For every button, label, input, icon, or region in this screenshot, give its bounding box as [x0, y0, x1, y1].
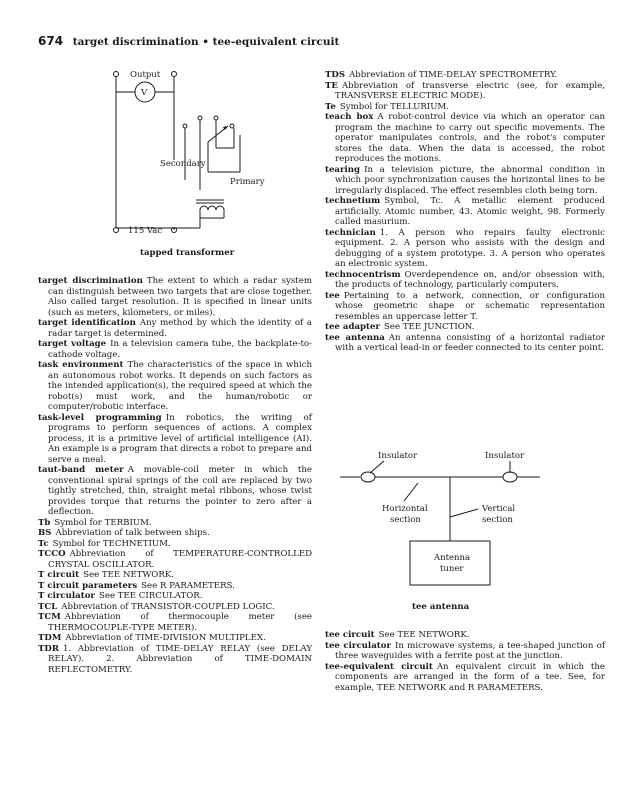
dictionary-entry — [38, 570, 312, 581]
dictionary-entry — [325, 333, 605, 354]
entry-definition: See TEE JUNCTION. — [384, 322, 475, 332]
tee-antenna-diagram — [340, 445, 600, 595]
dictionary-entry — [38, 528, 312, 539]
entry-term: tee-equivalent circuit — [325, 661, 433, 672]
running-title: target discrimination • tee-equivalent circuit — [72, 36, 340, 48]
dictionary-entry — [38, 276, 312, 318]
insulator-right-label: Insulator — [485, 451, 525, 461]
entry-definition: Any method by which the identity of a radar target is determined. — [48, 318, 312, 339]
dictionary-entry — [38, 318, 312, 339]
vertical-label: Vertical — [482, 504, 516, 514]
supply-label: 115 Vac — [128, 226, 163, 236]
entry-definition: The characteristics of the space in which an autonomous robot works. It depends on such factors as the intended application(s), the required speed at which the robot(s) must work, and the human/robotic or computer/robotic interface. — [48, 360, 312, 412]
horizontal-label-2: section — [390, 515, 421, 525]
entry-definition: Symbol for TERBIUM. — [54, 517, 152, 528]
dictionary-entry — [38, 549, 312, 570]
entry-term: T circulator — [38, 591, 95, 601]
dictionary-entry — [38, 602, 312, 613]
entry-definition: Abbreviation of TEMPERATURE-CONTROLLED CRYSTAL OSCILLATOR. — [48, 549, 312, 570]
entry-term: T circuit parameters — [38, 580, 138, 591]
secondary-label: Secondary — [160, 159, 206, 169]
running-header — [38, 34, 339, 48]
entry-term: tearing — [325, 164, 361, 175]
entry-definition: See TEE CIRCULATOR. — [98, 591, 203, 601]
entry-term: tee — [325, 290, 340, 301]
dictionary-entry — [38, 465, 312, 518]
entry-term: tee antenna — [325, 332, 385, 343]
entry-term: T circuit — [38, 570, 80, 580]
entry-term: Tb — [38, 517, 51, 528]
entry-term: BS — [38, 528, 52, 538]
dictionary-entry — [325, 322, 605, 333]
entry-definition: An antenna consisting of a horizontal radiator with a vertical lead-in or feeder connected to its center point. — [335, 332, 606, 353]
dictionary-entry — [325, 630, 605, 641]
entry-definition: In a television camera tube, the backplate-to-cathode voltage. — [48, 339, 312, 360]
tuner-label-2: tuner — [440, 564, 464, 574]
dictionary-entry — [325, 112, 605, 165]
entry-definition: Abbreviation of TRANSISTOR-COUPLED LOGIC. — [61, 601, 275, 612]
entry-definition: Pertaining to a network, connection, or configuration whose geometric shape or schematic representation resembles an uppercase letter T. — [335, 290, 605, 322]
dictionary-entry — [38, 644, 312, 676]
entry-definition: Overdependence on, and/or obsession with, the products of technology, particularly computers. — [335, 269, 605, 290]
entry-term: Te — [325, 101, 336, 112]
entry-definition: In a television picture, the abnormal condition in which poor synchronization causes the horizontal lines to be irregularly displaced. The effect resembles cloth being torn. — [335, 164, 605, 196]
antenna-caption: tee antenna — [412, 602, 470, 612]
insulator-left-label: Insulator — [378, 451, 418, 461]
entry-term: task-level programming — [38, 412, 162, 423]
horizontal-label: Horizontal — [382, 504, 428, 514]
entry-term: Tc — [38, 538, 49, 549]
entry-term: technetium — [325, 196, 381, 206]
dictionary-entry — [325, 102, 605, 113]
dictionary-entry — [325, 81, 605, 102]
entry-definition: In microwave systems, a tee-shaped junction of three waveguides with a ferrite post at the junction. — [335, 640, 606, 661]
dictionary-entry — [325, 641, 605, 662]
vertical-label-2: section — [482, 515, 513, 525]
transformer-caption: tapped transformer — [140, 248, 235, 258]
entry-definition: 1. A person who repairs faulty electronic equipment. 2. A person who assists with the design and debugging of a system prototype. 3. A person who operates an electronic system. — [335, 227, 605, 269]
right-column — [325, 70, 605, 354]
left-column — [38, 276, 312, 675]
dictionary-entry — [38, 360, 312, 413]
entry-term: TDR — [38, 643, 59, 654]
dictionary-entry — [325, 165, 605, 197]
dictionary-entry — [38, 633, 312, 644]
entry-term: TDS — [325, 70, 346, 80]
meter-label: V — [141, 88, 148, 98]
entry-definition: The extent to which a radar system can distinguish between two targets that are close together. Also called target resolution. It is specified in linear units (such as meters, kilometers, or miles). — [48, 276, 312, 318]
dictionary-entry — [325, 662, 605, 694]
dictionary-entry — [325, 196, 605, 228]
right-column-bottom — [325, 630, 605, 693]
entry-term: task environment — [38, 360, 124, 370]
page-number: 674 — [38, 34, 64, 48]
entry-definition: An equivalent circuit in which the components are arranged in the form of a tee. See, for example, TEE NETWORK and R PARAMETERS. — [335, 661, 605, 693]
entry-definition: Symbol, Tc. A metallic element produced artificially. Atomic number, 43. Atomic weight, 98. Formerly called masurium. — [335, 196, 605, 227]
dictionary-entry — [38, 413, 312, 466]
entry-term: TE — [325, 80, 338, 91]
entry-definition: See TEE NETWORK. — [378, 630, 470, 640]
entry-term: target voltage — [38, 339, 107, 349]
dictionary-entry — [325, 70, 605, 81]
entry-term: TCM — [38, 612, 61, 622]
entry-definition: A robot-control device via which an operator can program the machine to carry out specific movements. The operator manipulates controls, and the robot's computer stores the data. When the data is accessed, the robot reproduces the motions. — [335, 112, 605, 164]
entry-definition: See TEE NETWORK. — [83, 570, 174, 580]
primary-label: Primary — [230, 177, 265, 187]
dictionary-entry — [38, 581, 312, 592]
entry-definition: See R PARAMETERS. — [141, 580, 235, 591]
entry-definition: Symbol for TELLURIUM. — [339, 101, 449, 112]
entry-definition: Abbreviation of transverse electric (see, for example, TRANSVERSE ELECTRIC MODE). — [335, 80, 605, 101]
entry-term: TDM — [38, 633, 62, 643]
entry-definition: 1. Abbreviation of TIME-DELAY RELAY (see DELAY RELAY). 2. Abbreviation of TIME-DOMAIN REFLECTOMETRY. — [48, 643, 312, 675]
entry-definition: In robotics, the writing of programs to perform sequences of actions. A complex process, it is a primitive level of artificial intelligence (AI). An example is a program that directs a robot to prepare and serve a meal. — [48, 412, 312, 465]
dictionary-entry — [38, 612, 312, 633]
entry-definition: Abbreviation of TIME-DELAY SPECTROMETRY. — [349, 70, 558, 80]
entry-term: target identification — [38, 318, 136, 328]
output-label: Output — [130, 70, 161, 80]
entry-term: tee circuit — [325, 630, 375, 640]
entry-term: TCL — [38, 601, 58, 612]
entry-term: technician — [325, 227, 376, 238]
dictionary-entry — [325, 270, 605, 291]
entry-term: technocentrism — [325, 269, 401, 280]
entry-definition: Abbreviation of thermocouple meter (see THERMOCOUPLE-TYPE METER). — [48, 612, 312, 633]
dictionary-entry — [325, 291, 605, 323]
dictionary-entry — [38, 518, 312, 529]
entry-term: taut-band meter — [38, 465, 124, 475]
dictionary-entry — [325, 228, 605, 270]
dictionary-entry — [38, 339, 312, 360]
entry-term: tee adapter — [325, 322, 381, 332]
entry-definition: Abbreviation of talk between ships. — [55, 528, 210, 538]
tapped-transformer-diagram — [100, 60, 290, 260]
entry-term: target discrimination — [38, 276, 143, 286]
entry-term: TCCO — [38, 549, 66, 559]
entry-definition: A movable-coil meter in which the conventional spiral springs of the coil are replaced by two tightly stretched, thin, straight metal ribbons, whose twist provides torque that returns the pointer to zero after a deflection. — [48, 465, 312, 517]
dictionary-entry — [38, 539, 312, 550]
dictionary-entry — [38, 591, 312, 602]
entry-term: teach box — [325, 112, 374, 122]
entry-term: tee circulator — [325, 640, 391, 651]
tuner-label: Antenna — [434, 553, 471, 563]
entry-definition: Abbreviation of TIME-DIVISION MULTIPLEX. — [65, 633, 266, 643]
entry-definition: Symbol for TECHNETIUM. — [52, 538, 171, 549]
